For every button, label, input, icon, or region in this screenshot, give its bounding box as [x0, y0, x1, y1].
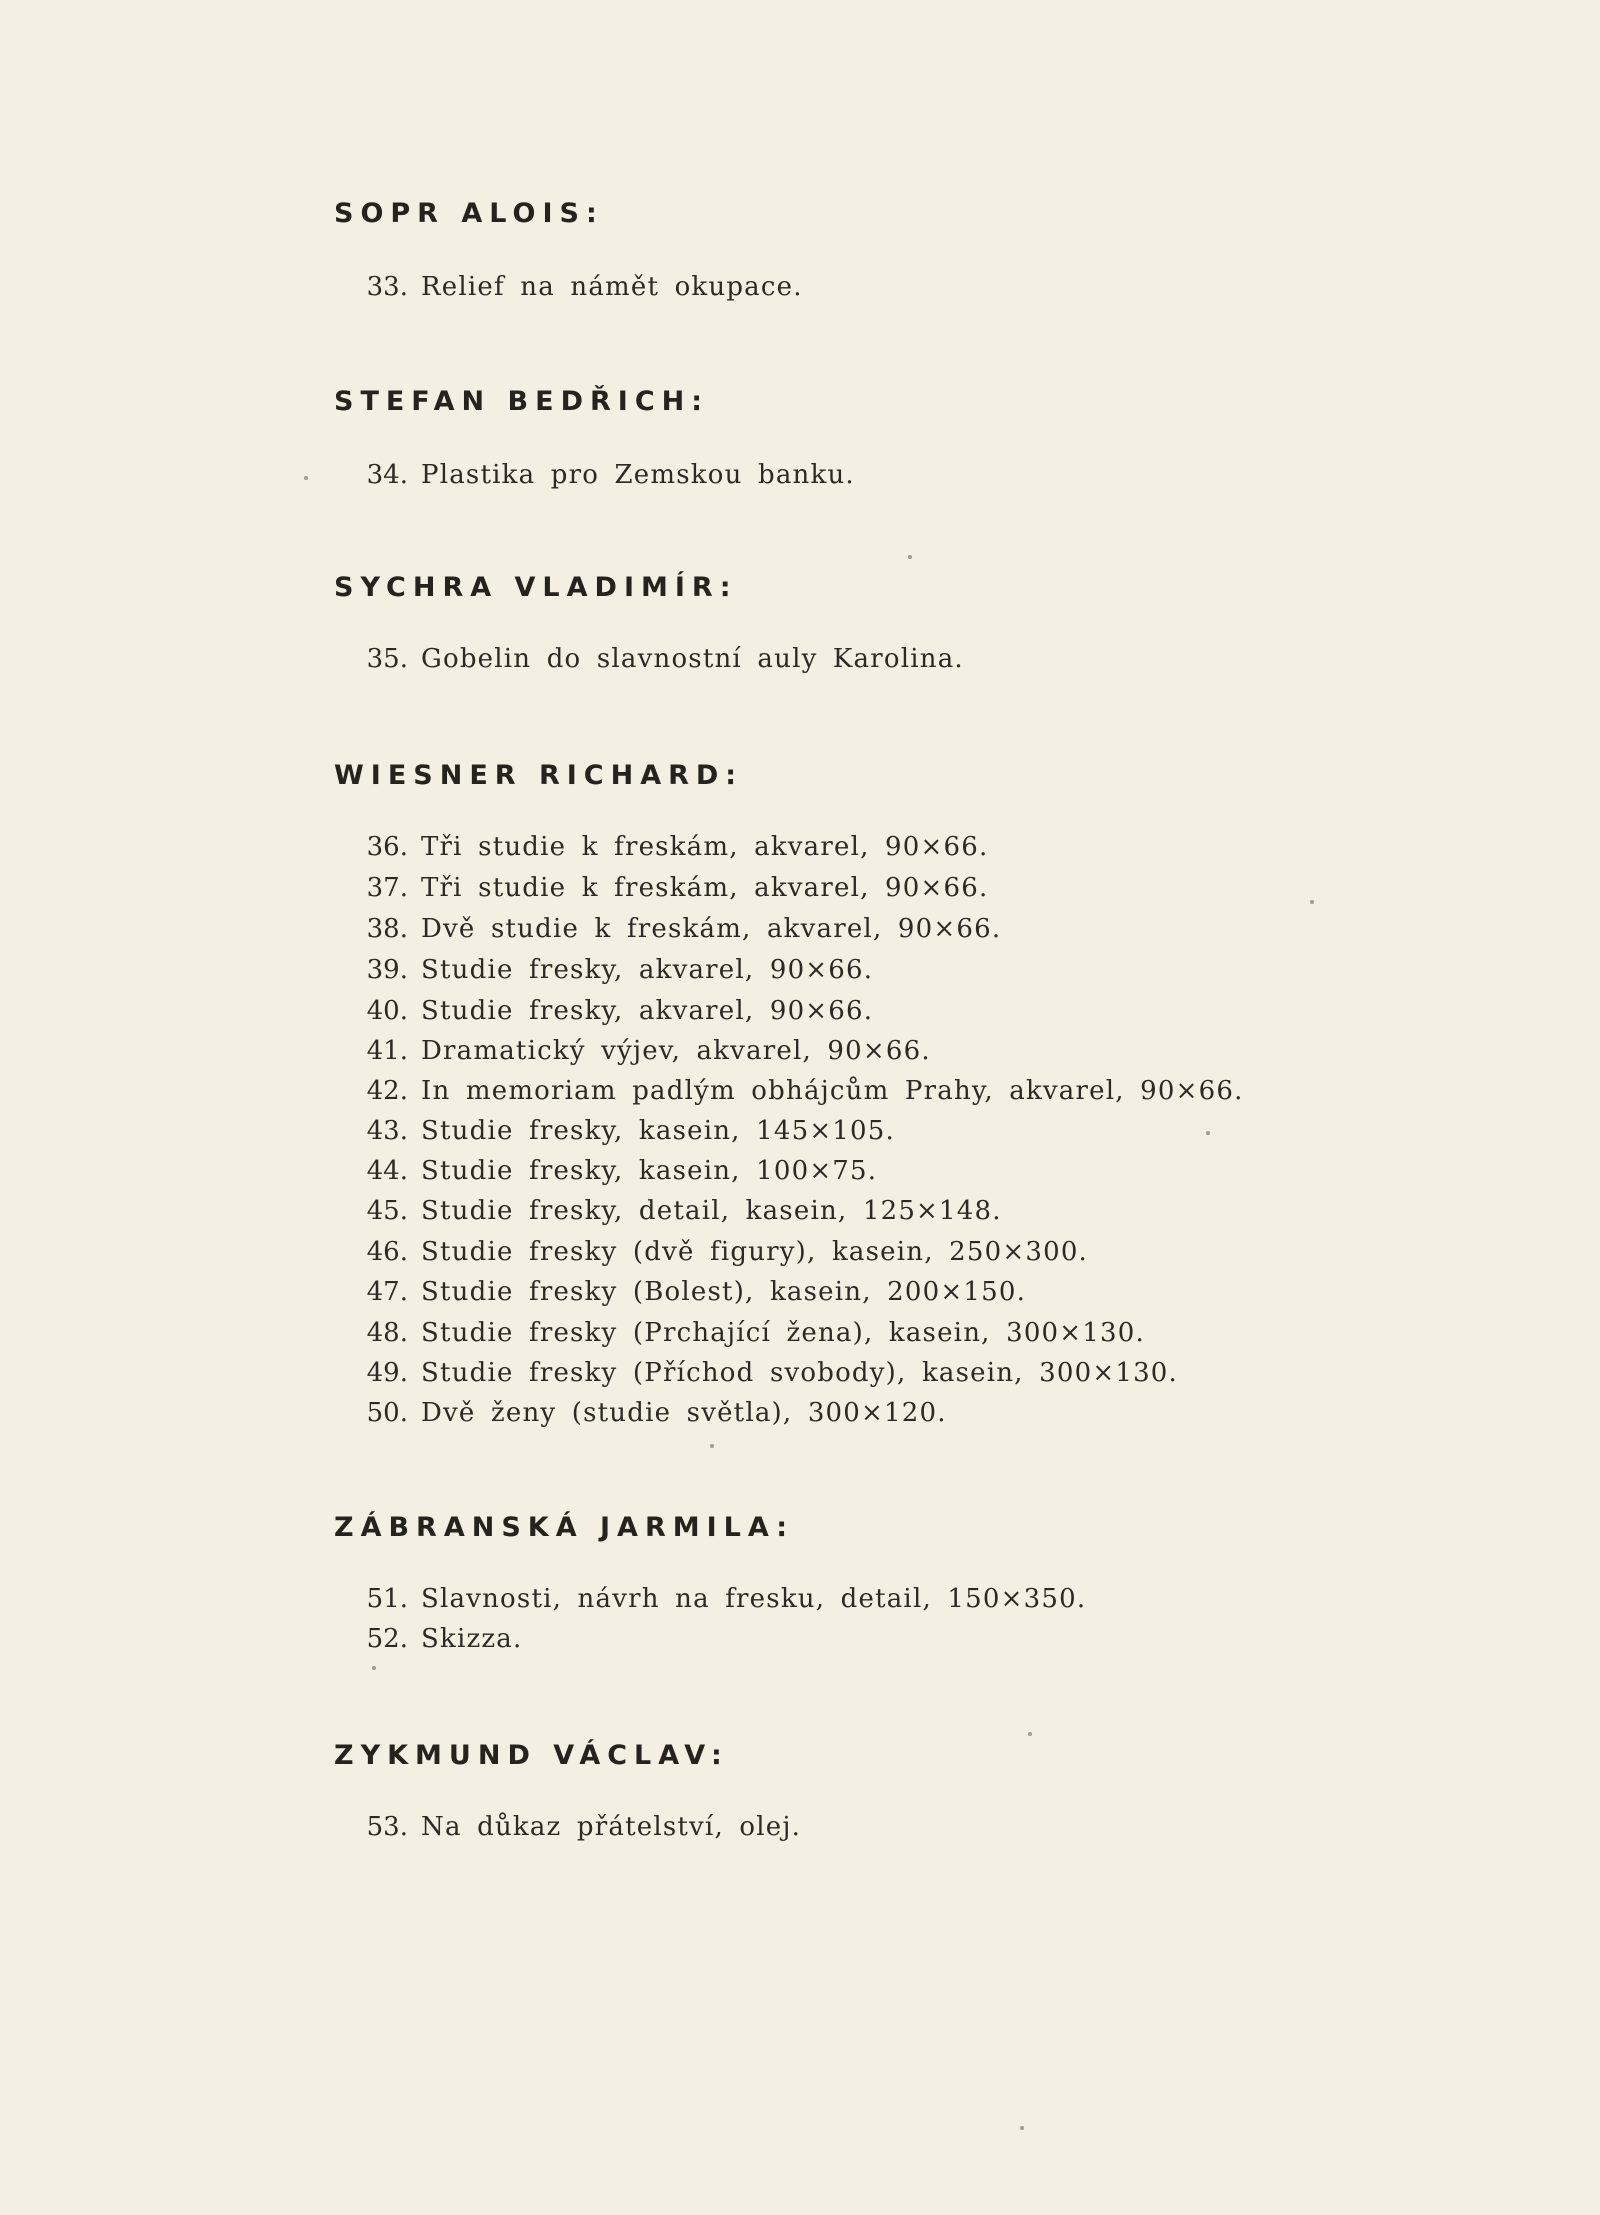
artist-heading: SOPR ALOIS:: [334, 198, 604, 229]
item-number: 46.: [366, 1237, 408, 1267]
item-number: 51.: [366, 1584, 408, 1614]
artist-heading: SYCHRA VLADIMÍR:: [334, 572, 738, 603]
item-title: Na důkaz přátelství, olej.: [421, 1812, 802, 1842]
item-title: Dvě ženy (studie světla), 300×120.: [421, 1398, 947, 1428]
item-number: 43.: [366, 1116, 408, 1146]
item-number: 52.: [366, 1624, 408, 1654]
item-title: Studie fresky, kasein, 100×75.: [421, 1156, 878, 1186]
item-title: Studie fresky, akvarel, 90×66.: [421, 996, 874, 1026]
item-title: Studie fresky, akvarel, 90×66.: [421, 955, 874, 985]
item-number: 45.: [366, 1196, 408, 1226]
paper-speck: [908, 555, 912, 559]
item-number: 33.: [366, 272, 408, 302]
item-title: Plastika pro Zemskou banku.: [421, 460, 855, 490]
item-title: Studie fresky (Bolest), kasein, 200×150.: [421, 1277, 1027, 1307]
item-title: Gobelin do slavnostní auly Karolina.: [421, 644, 964, 674]
item-title: Dramatický výjev, akvarel, 90×66.: [421, 1036, 931, 1066]
item-number: 44.: [366, 1156, 408, 1186]
paper-speck: [1310, 900, 1314, 904]
item-title: Studie fresky (Příchod svobody), kasein, 300×130.: [421, 1358, 1179, 1388]
item-title: Slavnosti, návrh na fresku, detail, 150×350.: [421, 1584, 1087, 1614]
item-title: Tři studie k freskám, akvarel, 90×66.: [421, 873, 989, 903]
item-number: 34.: [366, 460, 408, 490]
item-title: In memoriam padlým obhájcům Prahy, akvarel, 90×66.: [421, 1076, 1244, 1106]
artist-heading: ZÁBRANSKÁ JARMILA:: [334, 1512, 795, 1543]
item-title: Relief na námět okupace.: [421, 272, 803, 302]
item-title: Studie fresky (Prchající žena), kasein, 300×130.: [421, 1318, 1145, 1348]
paper-speck: [1206, 1131, 1210, 1135]
paper-speck: [710, 1444, 714, 1448]
paper-speck: [372, 1666, 376, 1670]
item-number: 49.: [366, 1358, 408, 1388]
item-number: 41.: [366, 1036, 408, 1066]
artist-heading: ZYKMUND VÁCLAV:: [334, 1740, 729, 1771]
item-number: 47.: [366, 1277, 408, 1307]
item-title: Studie fresky, detail, kasein, 125×148.: [421, 1196, 1002, 1226]
item-number: 53.: [366, 1812, 408, 1842]
item-title: Tři studie k freskám, akvarel, 90×66.: [421, 832, 989, 862]
item-number: 42.: [366, 1076, 408, 1106]
item-title: Studie fresky, kasein, 145×105.: [421, 1116, 895, 1146]
paper-speck: [304, 476, 308, 480]
item-number: 35.: [366, 644, 408, 674]
item-number: 50.: [366, 1398, 408, 1428]
paper-speck: [1028, 1732, 1032, 1736]
item-number: 40.: [366, 996, 408, 1026]
item-number: 36.: [366, 832, 408, 862]
item-title: Dvě studie k freskám, akvarel, 90×66.: [421, 914, 1002, 944]
item-number: 39.: [366, 955, 408, 985]
item-number: 37.: [366, 873, 408, 903]
item-title: Skizza.: [421, 1624, 523, 1654]
paper-speck: [1020, 2126, 1024, 2130]
item-number: 38.: [366, 914, 408, 944]
artist-heading: WIESNER RICHARD:: [334, 760, 744, 791]
item-title: Studie fresky (dvě figury), kasein, 250×300.: [421, 1237, 1089, 1267]
artist-heading: STEFAN BEDŘICH:: [334, 386, 710, 417]
item-number: 48.: [366, 1318, 408, 1348]
